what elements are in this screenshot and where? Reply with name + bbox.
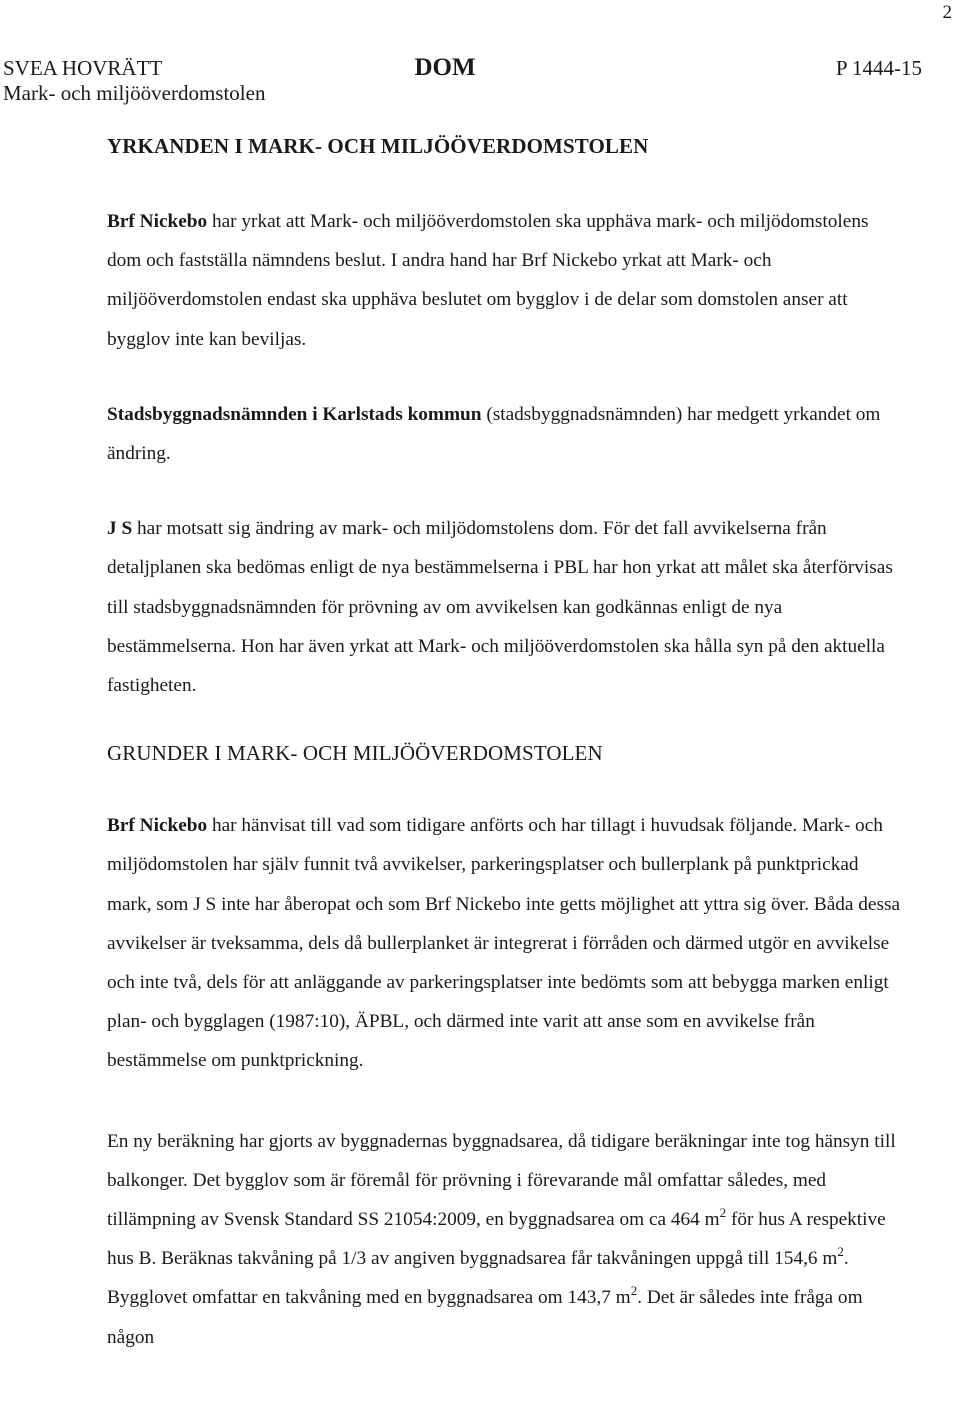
party-name: Brf Nickebo <box>107 815 208 837</box>
claims-paragraph-brf <box>107 202 907 359</box>
paragraph-text: har motsatt sig ändring av mark- och miljödomstolens dom. För det fall avvikelserna från detaljplanen ska bedömas enligt de nya bestämmelserna i PBL har hon yrkat att målet ska återförvisas till stadsbyggnadsnämnden för prövning av om avvikelsen kan godkännas enligt de nya bestämmelserna. Hon har även yrkat att Mark- och miljööverdomstolen ska hålla syn på den aktuella fastigheten. <box>107 518 893 697</box>
paragraph-text: . Bygglovet omfattar en takvåning med en byggnadsarea om 143,7 m <box>107 1248 849 1309</box>
paragraph-text: för hus A respektive hus B. Beräknas takvåning på 1/3 av angiven byggnadsarea får takvåningen uppgå till 154,6 m <box>107 1209 886 1270</box>
superscript: 2 <box>837 1244 844 1260</box>
grounds-heading: GRUNDER I MARK- OCH MILJÖÖVERDOMSTOLEN <box>107 741 603 766</box>
document-type: DOM <box>414 54 476 81</box>
party-name: Stadsbyggnadsnämnden i Karlstads kommun <box>107 403 482 425</box>
claims-heading: YRKANDEN I MARK- OCH MILJÖÖVERDOMSTOLEN <box>107 134 649 158</box>
party-name: Brf Nickebo <box>107 211 208 232</box>
grounds-paragraph-area <box>107 1122 907 1357</box>
grounds-paragraph-brf <box>107 806 907 1080</box>
claims-paragraph-board <box>107 395 907 473</box>
superscript: 2 <box>719 1205 727 1221</box>
party-name: J S <box>107 518 133 540</box>
paragraph-text: (stadsbyggnadsnämnden) har medgett yrkandet om ändring. <box>107 403 881 465</box>
court-division: Mark- och miljööverdomstolen <box>3 81 266 105</box>
court-name: SVEA HOVRÄTT <box>3 56 163 80</box>
superscript: 2 <box>630 1283 638 1299</box>
paragraph-text: En ny beräkning har gjorts av byggnadernas byggnadsarea, då tidigare beräkningar inte tog hänsyn till balkonger. Det bygglov som är föremål för prövning i förevarande mål omfattar således, med tillämpning av Svensk Standard SS 21054:2009, en byggnadsarea om ca 464 m <box>107 1130 896 1231</box>
paragraph-text: har hänvisat till vad som tidigare anförts och har tillagt i huvudsak följande. Mark- och miljödomstolen har själv funnit två avvikelser, parkeringsplatser och bullerplank på punktprickad mark, som J S inte har åberopat och som Brf Nickebo inte getts möjlighet att yttra sig över. Båda dessa avvikelser är tveksamma, dels då bullerplanket är integrerat i förråden och därmed utgör en avvikelse och inte två, dels för att anläggande av parkeringsplatser inte bedömts som att bebygga marken enligt plan- och bygglagen (1987:10), ÄPBL, och därmed inte varit att anse som en avvikelse från bestämmelse om punktprickning. <box>107 815 901 1072</box>
claims-paragraph-js <box>107 509 907 705</box>
document-body <box>107 128 907 1357</box>
document-header <box>0 56 960 106</box>
page-number: 2 <box>942 2 952 23</box>
case-number: P 1444-15 <box>835 56 922 80</box>
paragraph-text: . Det är således inte fråga om någon <box>107 1287 863 1348</box>
paragraph-text: har yrkat att Mark- och miljööverdomstolen ska upphäva mark- och miljödomstolens dom och fastställa nämndens beslut. I andra hand har Brf Nickebo yrkat att Mark- och miljööverdomstolen endast ska upphäva beslutet om bygglov i de delar som domstolen anser att bygglov inte kan beviljas. <box>107 211 869 350</box>
